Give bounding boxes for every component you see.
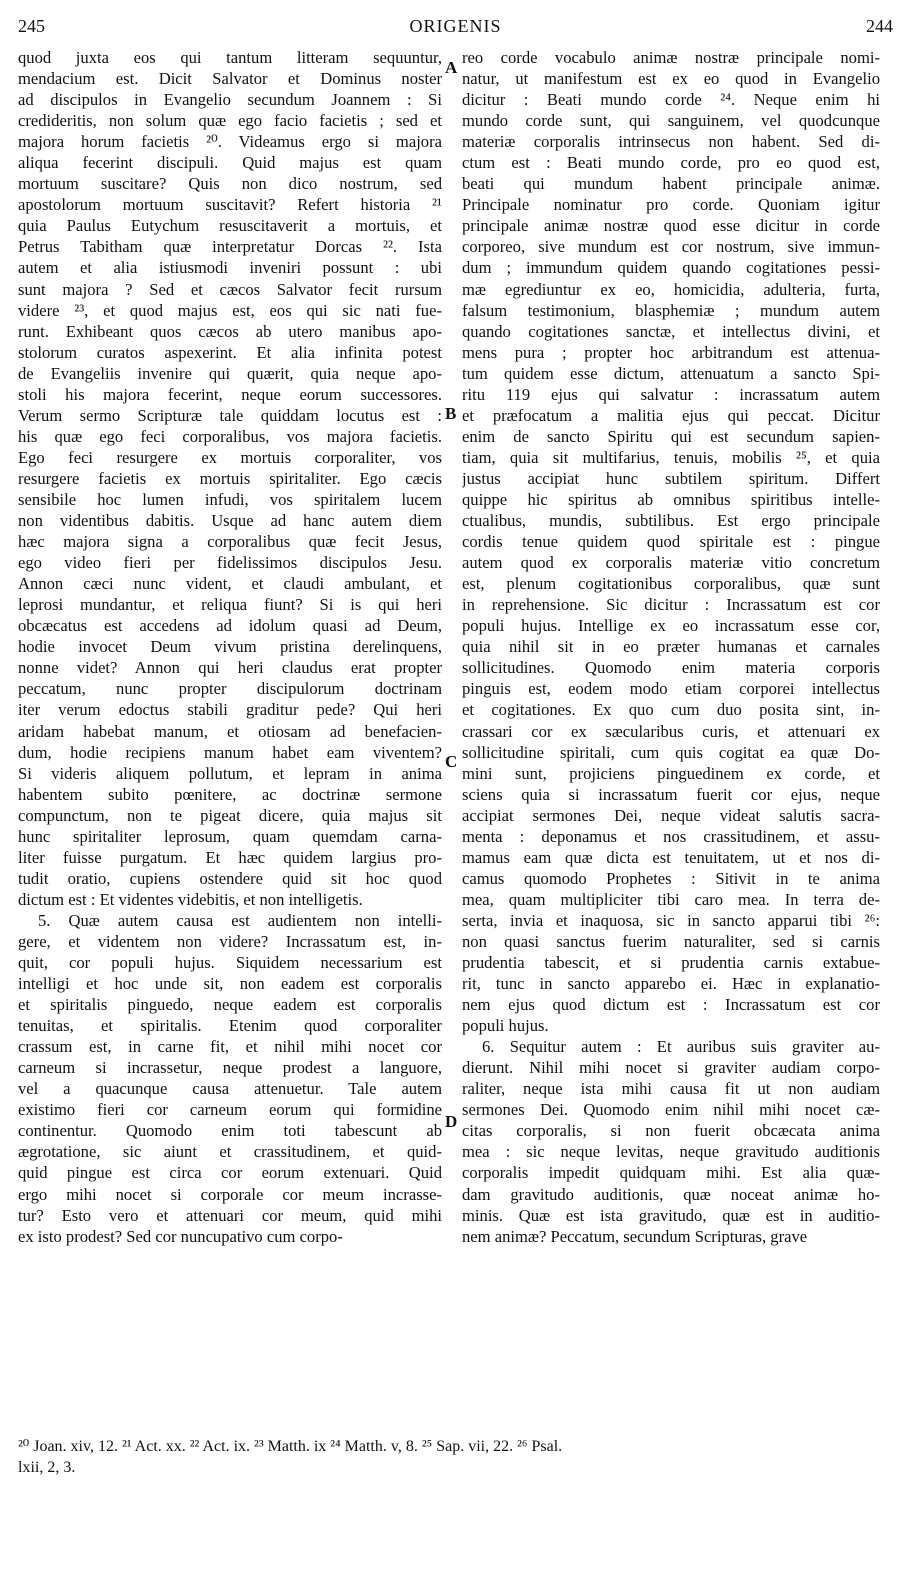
text-line: sensibile hoc lumen infudi, vos spiritalem lucem [18, 489, 442, 509]
text-line: mea, quam multipliciter tibi caro mea. In terra de- [462, 889, 880, 909]
text-line: stoli his majora fecerint, neque eorum successores. [18, 384, 442, 404]
left-text-column [18, 47, 442, 1247]
text-line: prudentia tabescit, et si prudentia carnis extabue- [462, 953, 880, 973]
text-line: dum ; immundum quidem quando cogitationes pessi- [462, 258, 880, 278]
text-line: materiæ corporalis intrinsecus non habent. Sed di- [462, 132, 880, 152]
right-text-column [462, 47, 880, 1247]
text-line: peccatum, nunc propter discipulorum doctrinam [18, 679, 442, 699]
text-line: liter fuisse purgatum. Et hæc quidem largius pro- [18, 847, 442, 867]
text-line: nem animæ? Peccatum, secundum Scripturas, grave [462, 1226, 808, 1246]
text-line: ego video fieri per fidelissimos discipulos Jesu. [18, 553, 442, 573]
text-line: tur? Esto vero et attenuari cor meum, quid mihi [18, 1205, 442, 1225]
text-line: natur, ut manifestum est ex eo quod in Evangelio [462, 69, 880, 89]
text-line: compunctum, non te pigeat dicere, quia majus sit [18, 805, 442, 825]
margin-letter-c: C [445, 752, 458, 771]
text-line: rit, tunc in sancto apparebo ei. Hæc in explanatio- [462, 974, 880, 994]
right-page-number: 244 [866, 16, 893, 36]
left-page-number: 245 [18, 16, 45, 36]
text-line: Si videris aliquem pollutum, et lepram in anima [18, 763, 442, 783]
page-title: ORIGENIS [409, 16, 502, 36]
text-line: ctum est : Beati mundo corde, pro eo quod est, [462, 153, 880, 173]
text-line: Verum sermo Scripturæ tale quiddam locutus est : [18, 405, 442, 425]
text-line: minis. Quæ est ista gravitudo, quæ est in auditio- [462, 1205, 880, 1225]
text-line: resurgere facietis ex mortuis spiritaliter. Ego cæcis [18, 468, 442, 488]
text-line: ctualibus, mundis, subtilibus. Est ergo principale [462, 511, 880, 531]
text-line: credideritis, non solum quæ ego facio facietis ; sed et [18, 111, 442, 131]
text-line: tum quidem esse dictum, attenuatum a sancto Spi- [462, 363, 880, 383]
text-line: reo corde vocabulo animæ nostræ principale nomi- [462, 48, 880, 67]
text-line: ritu 119 ejus qui salvatur : incrassatum autem [462, 384, 880, 404]
text-line: mæ egrediuntur ex eo, homicidia, adulteria, furta, [462, 279, 880, 299]
text-line: mea : sic neque levitas, neque gravitudo auditionis [462, 1142, 880, 1162]
text-line: hæc majora signa a corporalibus quæ fecit Jesus, [18, 532, 442, 552]
text-line: ad discipulos in Evangelio secundum Joannem : Si [18, 90, 442, 110]
text-line: in reprehensione. Sic dicitur : Incrassatum est cor [462, 595, 880, 615]
text-line: mamus eam quæ dicta est tenuitatem, ut et nos di- [462, 847, 880, 867]
text-line: populi hujus. Intellige ex eo incrassatum esse cor, [462, 616, 880, 636]
text-line: sollicitudines. Quomodo enim materia corporis [462, 658, 880, 678]
text-line: majora horum facietis ²⁰. Videamus ergo si majora [18, 132, 442, 152]
text-line: dictum est : Et videntes videbitis, et non intelligetis. [18, 889, 363, 909]
text-line: continentur. Quomodo enim toti tabescunt ab [18, 1121, 442, 1141]
text-line: iter verum edoctus stabili graditur pede? Qui heri [18, 700, 442, 720]
text-line: runt. Exhibeant quos cæcos ab utero manibus apo- [18, 321, 442, 341]
text-line: dierunt. Nihil mihi nocet si graviter audiam corpo- [462, 1058, 880, 1078]
text-line: quippe hic spiritus ab omnibus spiritibus intelle- [462, 489, 880, 509]
text-line: mini sunt, projiciens pinguedinem ex corde, et [462, 763, 880, 783]
text-line: quia Paulus Eutychum resuscitaverit a mortuis, et [18, 216, 442, 236]
text-line: mundo corde sunt, qui sanguinem, vel quodcunque [462, 111, 880, 131]
text-line: falsum testimonium, blasphemiæ ; mundum autem [462, 300, 880, 320]
text-line: est, plenum cogitationibus corporalibus, quæ sunt [462, 574, 880, 594]
text-line: Annon cæci nunc vident, et claudi ambulant, et [18, 574, 442, 594]
text-line: Petrus Tabitham quæ interpretatur Dorcas ²². Ista [18, 237, 442, 257]
text-line: principale animæ nostræ quod esse dicitur in corde [462, 216, 880, 236]
text-line: sunt majora ? Sed et cæcos Salvator fecit rursum [18, 279, 442, 299]
text-line: et spiritalis pinguedo, neque eadem est corporalis [18, 995, 442, 1015]
footnote-line: lxii, 2, 3. [18, 1459, 76, 1476]
text-line: camus quomodo Prophetes : Sitivit in te anima [462, 868, 880, 888]
text-line: quit, cor populi hujus. Siquidem necessarium est [18, 953, 442, 973]
text-line: serta, invia et inaquosa, sic in sancto apparui tibi ²⁶: [462, 910, 880, 930]
text-line: apostolorum mortuum suscitavit? Refert historia ²¹ [18, 195, 442, 215]
text-line: dum, hodie recipiens manum habet eam viventem? [18, 742, 442, 762]
text-line: autem quod ex corporalis materiæ vitio concretum [462, 553, 880, 573]
text-line: crassari cor ex sæcularibus curis, et attenuari ex [462, 721, 880, 741]
text-line: his quæ ego feci corporalibus, vos majora facietis. [18, 426, 442, 446]
text-line: obcæcatus est accedens ad idolum quasi ad Deum, [18, 616, 442, 636]
text-line: non videntibus dabitis. Usque ad hanc autem diem [18, 511, 442, 531]
text-line: aliqua fecerint discipuli. Quid majus est quam [18, 153, 442, 173]
text-line: et cogitationes. Ex quo cum duo posita sint, in- [462, 700, 880, 720]
text-line: menta : deponamus et nos crassitudinem, et assu- [462, 826, 880, 846]
text-line: autem et alia istiusmodi inveniri possunt : ubi [18, 258, 442, 278]
text-line: et præfocatum a malitia ejus qui peccat. Dicitur [462, 405, 880, 425]
text-line: quando cogitationes sanctæ, et intellectus divini, et [462, 321, 880, 341]
text-line: tenuitas, et spiritalis. Etenim quod corporaliter [18, 1016, 442, 1036]
text-line: mortuum suscitare? Quis non dico nostrum, sed [18, 174, 442, 194]
text-line: raliter, neque ista mihi causa fit ut non audiam [462, 1079, 880, 1099]
text-line: justus accipiat hunc subtilem spiritum. Differt [462, 468, 880, 488]
text-line: corporalis impedit quidquam mihi. Est alia quæ- [462, 1163, 880, 1183]
text-line: quid pingue est circa cor eorum extenuari. Quid [18, 1163, 442, 1183]
text-line: corporeo, sive mundum est cor nostrum, sive immun- [462, 237, 880, 257]
text-line: stolorum curatos aspexerint. Et alia infinita potest [18, 342, 442, 362]
text-line: mendacium est. Dicit Salvator et Dominus noster [18, 69, 442, 89]
text-line: habentem subito pœnitere, ac doctrinæ sermone [18, 784, 442, 804]
text-line: Principale nominatur pro corde. Quoniam igitur [462, 195, 880, 215]
text-line: crassum est, in carne fit, et nihil mihi nocet cor [18, 1037, 442, 1057]
text-line: videre ²³, et quod majus est, eos qui sic nati fue- [18, 300, 442, 320]
text-line: pinguis est, eodem modo etiam corporei intellectus [462, 679, 880, 699]
text-line: intelligi et hoc unde sit, non eadem est corporalis [18, 974, 442, 994]
margin-letter-a: A [445, 58, 458, 77]
text-line: mens pura ; propter hoc arbitrandum est attenua- [462, 342, 880, 362]
text-line: ex isto prodest? Sed cor nuncupativo cum corpo- [18, 1226, 343, 1246]
text-line: dam gravitudo auditionis, quæ noceat animæ ho- [462, 1184, 880, 1204]
text-line: sermones Dei. Quomodo enim nihil mihi nocet cæ- [462, 1100, 880, 1120]
text-line: citas corporalis, si non fuerit obcæcata anima [462, 1121, 880, 1141]
text-line: sciens quia si incrassatum fuerit cor ejus, neque [462, 784, 880, 804]
running-header [18, 16, 893, 40]
text-line: gere, et videntem non videre? Incrassatum est, in- [18, 931, 442, 951]
text-line: hunc spiritaliter leprosum, quam quemdam carna- [18, 826, 442, 846]
text-line: tudit oratio, cupiens ostendere quid sit hoc quod [18, 868, 442, 888]
text-line: de Evangeliis invenire qui quærit, quia neque apo- [18, 363, 442, 383]
text-line: enim de sancto Spiritu qui est secundum sapien- [462, 426, 880, 446]
margin-letter-d: D [445, 1112, 458, 1131]
text-line: populi hujus. [462, 1016, 549, 1036]
text-line: ægrotatione, sic aiunt et crassitudinem, et quid- [18, 1142, 442, 1162]
margin-letter-b: B [445, 404, 457, 423]
text-line: carneum si incrassetur, neque prodest a languore, [18, 1058, 442, 1078]
text-line: ergo mihi nocet si corporale cor meum incrasse- [18, 1184, 442, 1204]
text-line: existimo fieri cor carneum eorum qui formidine [18, 1100, 442, 1120]
text-line: nonne videt? Annon qui heri claudus erat propter [18, 658, 442, 678]
text-line: accipiat sermones Dei, neque videat salutis sacra- [462, 805, 880, 825]
text-line: nem ejus quod dictum est : Incrassatum est cor [462, 995, 880, 1015]
text-line: sollicitudine spiritali, cum quis cogitat ea quæ Do- [462, 742, 880, 762]
text-line: hodie invocet Deum vivum pristina derelinquens, [18, 637, 442, 657]
text-line: quod juxta eos qui tantum litteram sequuntur, [18, 48, 442, 67]
footnote-line: ²⁰ Joan. xiv, 12. ²¹ Act. xx. ²² Act. ix. ²³ Matth. ix ²⁴ Matth. v, 8. ²⁵ Sap. vii, 22. ²⁶ Psal. [18, 1438, 563, 1455]
text-line: leprosi mundantur, et reliqua fiunt? Si is qui heri [18, 595, 442, 615]
text-line: cordis tenue quidem quod spiritale est : pingue [462, 532, 880, 552]
text-line: 5. Quæ autem causa est audientem non intelli- [38, 910, 442, 930]
text-line: beati qui mundum habent principale animæ. [462, 174, 880, 194]
text-line: dicitur : Beati mundo corde ²⁴. Neque enim hi [462, 90, 880, 110]
footnotes [18, 1436, 888, 1478]
text-line: vel a quacunque causa attenuetur. Tale autem [18, 1079, 442, 1099]
text-line: quia nihil sit in eo præter humanas et carnales [462, 637, 880, 657]
text-line: non quasi sanctus fuerim naturaliter, sed si carnis [462, 931, 880, 951]
text-line: Ego feci resurgere ex mortuis corporaliter, vos [18, 447, 442, 467]
text-line: aridam habebat manum, et otiosam ad benefacien- [18, 721, 442, 741]
text-line: 6. Sequitur autem : Et auribus suis graviter au- [482, 1037, 880, 1057]
text-line: tiam, quia sit multifarius, tenuis, mobilis ²⁵, et quia [462, 447, 880, 467]
